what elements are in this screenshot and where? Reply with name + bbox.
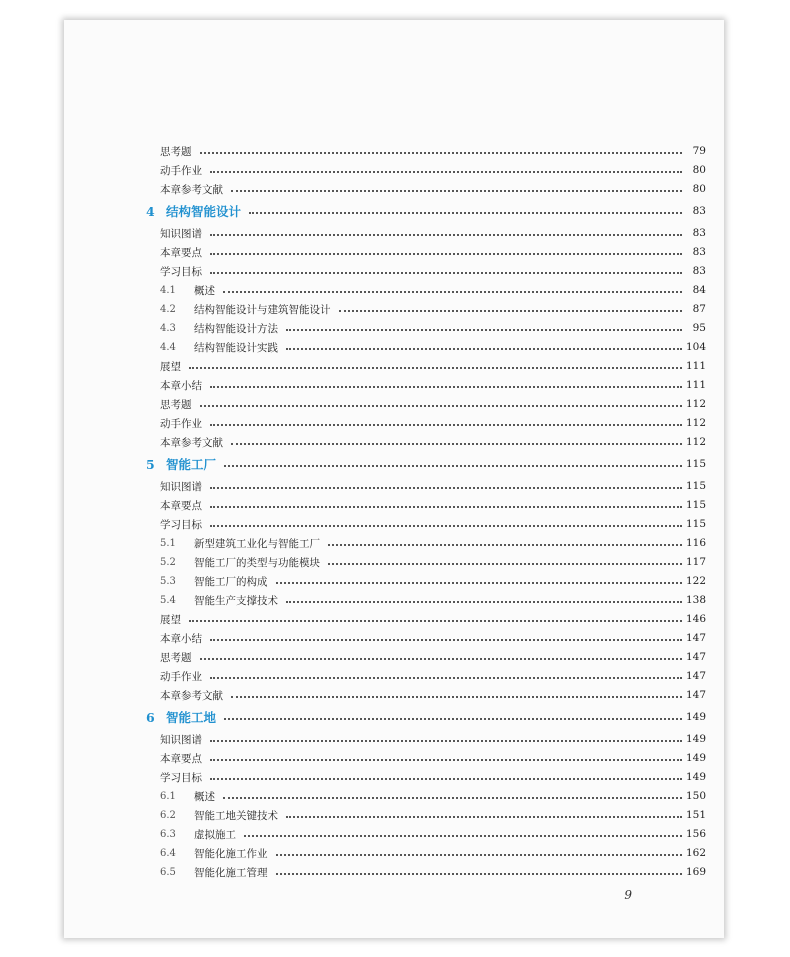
dot-leader	[276, 873, 682, 875]
toc-entry-page: 149	[685, 752, 706, 764]
toc-entry-label: 概述	[194, 284, 215, 297]
toc-entry-page: 147	[685, 689, 706, 701]
toc-entry-label: 思考题	[160, 398, 192, 411]
toc-entry-page: 112	[685, 398, 706, 410]
toc-entry-page: 112	[685, 417, 706, 429]
toc-entry-label: 结构智能设计方法	[194, 322, 278, 335]
toc-entry-page: 84	[692, 284, 706, 296]
toc-entry-label: 知识图谱	[160, 480, 202, 493]
toc-entry-page: 147	[685, 651, 706, 663]
toc-entry-label: 本章小结	[160, 632, 202, 645]
dot-leader	[339, 310, 683, 312]
toc-entry-label: 思考题	[160, 651, 192, 664]
toc-entry-number: 4.1	[160, 284, 176, 296]
toc-entry-number: 4.2	[160, 303, 176, 315]
toc-entry-label: 概述	[194, 790, 215, 803]
toc-entry-page: 151	[685, 809, 706, 821]
toc-entry-label: 知识图谱	[160, 733, 202, 746]
toc-entry-label: 动手作业	[160, 417, 202, 430]
toc-item-entry	[160, 749, 706, 767]
toc-item-entry	[160, 667, 706, 685]
dot-leader	[286, 601, 682, 603]
toc-item-entry	[160, 730, 706, 748]
toc-entry-label: 虚拟施工	[194, 828, 236, 841]
dot-leader	[231, 696, 682, 698]
dot-leader	[210, 740, 682, 742]
toc-entry-label: 本章参考文献	[160, 183, 223, 196]
toc-entry-page: 87	[692, 303, 706, 315]
toc-section-entry	[160, 300, 706, 318]
toc-entry-label: 新型建筑工业化与智能工厂	[194, 537, 320, 550]
toc-entry-number: 4.4	[160, 341, 176, 353]
toc-entry-page: 83	[692, 205, 706, 217]
toc-entry-page: 79	[692, 145, 706, 157]
toc-item-entry	[160, 414, 706, 432]
toc-entry-page: 146	[685, 613, 706, 625]
toc-section-entry	[160, 844, 706, 862]
toc-entry-page: 149	[685, 711, 706, 723]
dot-leader	[231, 443, 682, 445]
toc-entry-number: 6.3	[160, 828, 176, 840]
toc-entry-label: 本章参考文献	[160, 689, 223, 702]
toc-item-entry	[160, 433, 706, 451]
toc-entry-label: 本章要点	[160, 752, 202, 765]
toc-section-entry	[160, 591, 706, 609]
toc-entry-label: 学习目标	[160, 771, 202, 784]
dot-leader	[249, 212, 682, 214]
toc-entry-page: 162	[685, 847, 706, 859]
toc-entry-page: 115	[685, 458, 706, 470]
dot-leader	[276, 582, 682, 584]
toc-item-entry	[160, 180, 706, 198]
dot-leader	[210, 506, 682, 508]
dot-leader	[210, 778, 682, 780]
toc-item-entry	[160, 496, 706, 514]
toc-section-entry	[160, 338, 706, 356]
dot-leader	[224, 718, 682, 720]
toc-entry-number: 6.5	[160, 866, 176, 878]
toc-section-entry	[160, 319, 706, 337]
toc-chapter-entry	[146, 708, 706, 726]
toc-item-entry	[160, 142, 706, 160]
toc-entry-page: 95	[692, 322, 706, 334]
dot-leader	[231, 190, 682, 192]
toc-entry-label: 结构智能设计	[166, 204, 242, 219]
toc-entry-page: 115	[685, 480, 706, 492]
toc-entry-label: 展望	[160, 613, 181, 626]
dot-leader	[200, 405, 682, 407]
toc-item-entry	[160, 610, 706, 628]
toc-entry-label: 结构智能设计实践	[194, 341, 278, 354]
toc-item-entry	[160, 357, 706, 375]
toc-entry-page: 111	[685, 360, 706, 372]
toc-entry-number: 6.1	[160, 790, 176, 802]
toc-entry-number: 4	[146, 203, 155, 219]
toc-entry-label: 动手作业	[160, 164, 202, 177]
dot-leader	[210, 487, 682, 489]
toc-entry-label: 智能工厂的构成	[194, 575, 268, 588]
dot-leader	[210, 171, 682, 173]
dot-leader	[286, 816, 682, 818]
toc-entry-label: 本章小结	[160, 379, 202, 392]
dot-leader	[276, 854, 682, 856]
toc-entry-page: 147	[685, 670, 706, 682]
toc-entry-label: 智能生产支撑技术	[194, 594, 278, 607]
toc-entry-label: 智能化施工管理	[194, 866, 268, 879]
toc-entry-page: 156	[685, 828, 706, 840]
toc-entry-page: 150	[685, 790, 706, 802]
toc-entry-page: 83	[692, 227, 706, 239]
book-page	[64, 20, 724, 938]
toc-entry-page: 83	[692, 265, 706, 277]
dot-leader	[210, 253, 682, 255]
toc-chapter-entry	[146, 202, 706, 220]
toc-entry-number: 5.1	[160, 537, 176, 549]
toc-item-entry	[160, 395, 706, 413]
dot-leader	[210, 386, 682, 388]
dot-leader	[210, 759, 682, 761]
dot-leader	[223, 797, 682, 799]
toc-entry-label: 智能工厂	[166, 457, 217, 472]
toc-section-entry	[160, 534, 706, 552]
toc-entry-page: 147	[685, 632, 706, 644]
toc-section-entry	[160, 787, 706, 805]
dot-leader	[210, 525, 682, 527]
toc-section-entry	[160, 572, 706, 590]
toc-chapter-entry	[146, 455, 706, 473]
toc-entry-number: 5.3	[160, 575, 176, 587]
toc-item-entry	[160, 686, 706, 704]
toc-entry-label: 思考题	[160, 145, 192, 158]
toc-entry-page: 80	[692, 183, 706, 195]
toc-entry-label: 本章要点	[160, 246, 202, 259]
toc-entry-number: 6.2	[160, 809, 176, 821]
toc-entry-label: 知识图谱	[160, 227, 202, 240]
toc-item-entry	[160, 477, 706, 495]
dot-leader	[210, 234, 682, 236]
toc-item-entry	[160, 243, 706, 261]
dot-leader	[210, 677, 682, 679]
toc-item-entry	[160, 515, 706, 533]
toc-item-entry	[160, 376, 706, 394]
toc-entry-label: 本章要点	[160, 499, 202, 512]
toc-entry-number: 4.3	[160, 322, 176, 334]
toc-entry-label: 学习目标	[160, 518, 202, 531]
toc-item-entry	[160, 768, 706, 786]
dot-leader	[244, 835, 682, 837]
toc-entry-label: 智能工地关键技术	[194, 809, 278, 822]
toc-entry-page: 122	[685, 575, 706, 587]
toc-entry-label: 动手作业	[160, 670, 202, 683]
dot-leader	[328, 544, 682, 546]
dot-leader	[189, 367, 682, 369]
toc-entry-page: 149	[685, 733, 706, 745]
toc-entry-number: 6.4	[160, 847, 176, 859]
toc-item-entry	[160, 161, 706, 179]
dot-leader	[328, 563, 682, 565]
dot-leader	[224, 465, 682, 467]
toc-entry-label: 智能工地	[166, 710, 217, 725]
toc-entry-label: 展望	[160, 360, 181, 373]
toc-entry-page: 115	[685, 518, 706, 530]
toc-item-entry	[160, 262, 706, 280]
toc-entry-page: 83	[692, 246, 706, 258]
toc-entry-number: 5.2	[160, 556, 176, 568]
toc-entry-label: 智能化施工作业	[194, 847, 268, 860]
toc-entry-page: 116	[685, 537, 706, 549]
dot-leader	[286, 348, 682, 350]
toc-entry-number: 5	[146, 456, 155, 472]
toc-item-entry	[160, 224, 706, 242]
toc-item-entry	[160, 629, 706, 647]
dot-leader	[223, 291, 682, 293]
toc-section-entry	[160, 281, 706, 299]
dot-leader	[210, 639, 682, 641]
toc-entry-label: 结构智能设计与建筑智能设计	[194, 303, 331, 316]
toc-entry-label: 智能工厂的类型与功能模块	[194, 556, 320, 569]
toc-section-entry	[160, 553, 706, 571]
toc-entry-page: 112	[685, 436, 706, 448]
toc-entry-page: 111	[685, 379, 706, 391]
dot-leader	[210, 272, 682, 274]
toc-entry-label: 本章参考文献	[160, 436, 223, 449]
dot-leader	[286, 329, 682, 331]
dot-leader	[210, 424, 682, 426]
toc-item-entry	[160, 648, 706, 666]
toc-entry-page: 115	[685, 499, 706, 511]
toc-entry-label: 学习目标	[160, 265, 202, 278]
toc-entry-number: 5.4	[160, 594, 176, 606]
toc-entry-page: 117	[685, 556, 706, 568]
page-number: 9	[624, 888, 632, 902]
toc-entry-page: 138	[685, 594, 706, 606]
toc-entry-page: 149	[685, 771, 706, 783]
toc-section-entry	[160, 863, 706, 881]
dot-leader	[200, 658, 682, 660]
table-of-contents	[64, 20, 724, 938]
dot-leader	[200, 152, 683, 154]
toc-entry-number: 6	[146, 709, 155, 725]
toc-section-entry	[160, 806, 706, 824]
dot-leader	[189, 620, 682, 622]
toc-entry-page: 169	[685, 866, 706, 878]
toc-entry-page: 104	[685, 341, 706, 353]
toc-entry-page: 80	[692, 164, 706, 176]
toc-section-entry	[160, 825, 706, 843]
